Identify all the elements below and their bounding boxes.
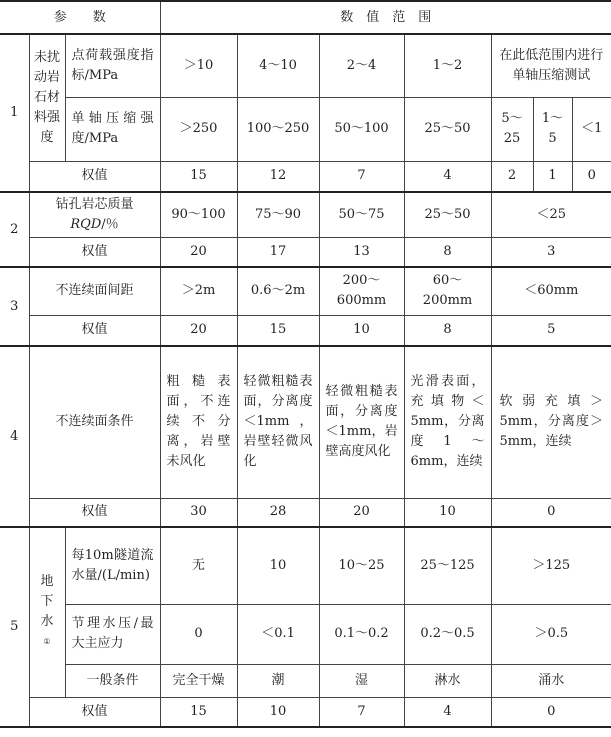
header-param: 参 数 bbox=[0, 1, 160, 34]
groundwater-text: 地下水 bbox=[40, 574, 54, 630]
groundwater-footnote-mark: ① bbox=[43, 637, 51, 647]
weight-label-2: 权值 bbox=[29, 237, 160, 267]
point-load-value-3: 2～4 bbox=[319, 34, 404, 97]
condition-state-1: 完全干燥 bbox=[160, 664, 237, 697]
pressure-value-1: 0 bbox=[160, 604, 237, 664]
weight-3-2: 15 bbox=[237, 315, 319, 346]
intact-rock-strength-label: 未扰动岩石材料强度 bbox=[29, 34, 65, 161]
weight-3-1: 20 bbox=[160, 315, 237, 346]
uniaxial-value-1: ＞250 bbox=[160, 97, 237, 161]
weight-5-5: 0 bbox=[491, 697, 611, 727]
pressure-value-4: 0.2～0.5 bbox=[404, 604, 491, 664]
weight-5-4: 4 bbox=[404, 697, 491, 727]
pressure-ratio-label: 节理水压/最大主应力 bbox=[65, 604, 160, 664]
header-range: 数 值 范 围 bbox=[160, 1, 611, 34]
uniaxial-value-6: 1～5 bbox=[533, 97, 572, 161]
weight-2-4: 8 bbox=[404, 237, 491, 267]
spacing-value-4: 60～200mm bbox=[404, 267, 491, 315]
uniaxial-value-3: 50～100 bbox=[319, 97, 404, 161]
weight-label-4: 权值 bbox=[29, 498, 160, 527]
weight-2-1: 20 bbox=[160, 237, 237, 267]
weight-3-3: 10 bbox=[319, 315, 404, 346]
pressure-value-2: ＜0.1 bbox=[237, 604, 319, 664]
rqd-label-line2 bbox=[32, 215, 158, 235]
weight-2-2: 17 bbox=[237, 237, 319, 267]
weight-2-3: 13 bbox=[319, 237, 404, 267]
weight-1-2: 12 bbox=[237, 161, 319, 192]
weight-2-5: 3 bbox=[491, 237, 611, 267]
pressure-value-5: ＞0.5 bbox=[491, 604, 611, 664]
inflow-value-5: ＞125 bbox=[491, 527, 611, 604]
weight-label-1: 权值 bbox=[29, 161, 160, 192]
spacing-value-3: 200～600mm bbox=[319, 267, 404, 315]
row-number-1: 1 bbox=[0, 34, 29, 192]
condition-value-2: 轻微粗糙表面，分离度＜1mm，岩壁轻微风化 bbox=[237, 346, 319, 498]
inflow-value-3: 10～25 bbox=[319, 527, 404, 604]
spacing-value-2: 0.6～2m bbox=[237, 267, 319, 315]
weight-label-3: 权值 bbox=[29, 315, 160, 346]
rqd-label-line1: 钻孔岩芯质量 bbox=[55, 196, 134, 212]
rqd-value-3: 50～75 bbox=[319, 192, 404, 237]
rqd-abbrev: RQD bbox=[70, 216, 102, 232]
weight-5-3: 7 bbox=[319, 697, 404, 727]
rqd-value-4: 25～50 bbox=[404, 192, 491, 237]
rqd-value-5: ＜25 bbox=[491, 192, 611, 237]
weight-label-5: 权值 bbox=[29, 697, 160, 727]
weight-5-2: 10 bbox=[237, 697, 319, 727]
inflow-value-1: 无 bbox=[160, 527, 237, 604]
condition-state-2: 潮 bbox=[237, 664, 319, 697]
condition-value-3: 轻微粗糙表面，分离度＜1mm，岩壁高度风化 bbox=[319, 346, 404, 498]
rqd-value-1: 90～100 bbox=[160, 192, 237, 237]
row-number-2: 2 bbox=[0, 192, 29, 267]
point-load-value-4: 1～2 bbox=[404, 34, 491, 97]
condition-value-5: 软弱充填＞5mm，分离度＞5mm，连续 bbox=[491, 346, 611, 498]
uniaxial-value-2: 100～250 bbox=[237, 97, 319, 161]
rqd-unit: /％ bbox=[101, 216, 119, 232]
rqd-value-2: 75～90 bbox=[237, 192, 319, 237]
weight-3-5: 5 bbox=[491, 315, 611, 346]
general-condition-label: 一般条件 bbox=[65, 664, 160, 697]
weight-4-3: 20 bbox=[319, 498, 404, 527]
weight-4-4: 10 bbox=[404, 498, 491, 527]
point-load-label: 点荷载强度指标/MPa bbox=[65, 34, 160, 97]
weight-4-5: 0 bbox=[491, 498, 611, 527]
weight-3-4: 8 bbox=[404, 315, 491, 346]
uniaxial-value-5: 5～25 bbox=[491, 97, 533, 161]
weight-4-1: 30 bbox=[160, 498, 237, 527]
spacing-label: 不连续面间距 bbox=[29, 267, 160, 315]
weight-1-6: 1 bbox=[533, 161, 572, 192]
weight-1-1: 15 bbox=[160, 161, 237, 192]
uniaxial-value-4: 25～50 bbox=[404, 97, 491, 161]
condition-label: 不连续面条件 bbox=[29, 346, 160, 498]
row-number-3: 3 bbox=[0, 267, 29, 346]
groundwater-label bbox=[29, 527, 65, 697]
condition-state-4: 淋水 bbox=[404, 664, 491, 697]
rqd-label bbox=[29, 192, 160, 237]
condition-value-1: 粗糙表面，不连续不分离，岩壁未风化 bbox=[160, 346, 237, 498]
inflow-value-4: 25～125 bbox=[404, 527, 491, 604]
condition-state-3: 湿 bbox=[319, 664, 404, 697]
weight-1-7: 0 bbox=[572, 161, 611, 192]
row-number-5: 5 bbox=[0, 527, 29, 727]
inflow-value-2: 10 bbox=[237, 527, 319, 604]
spacing-value-1: ＞2m bbox=[160, 267, 237, 315]
condition-state-5: 涌水 bbox=[491, 664, 611, 697]
inflow-label: 每10m隧道流水量/(L/min) bbox=[65, 527, 160, 604]
weight-1-4: 4 bbox=[404, 161, 491, 192]
weight-1-3: 7 bbox=[319, 161, 404, 192]
weight-5-1: 15 bbox=[160, 697, 237, 727]
pressure-value-3: 0.1～0.2 bbox=[319, 604, 404, 664]
point-load-value-2: 4～10 bbox=[237, 34, 319, 97]
row-number-4: 4 bbox=[0, 346, 29, 527]
point-load-note: 在此低范围内进行单轴压缩测试 bbox=[491, 34, 611, 97]
uniaxial-strength-label: 单轴压缩强度/MPa bbox=[65, 97, 160, 161]
weight-1-5: 2 bbox=[491, 161, 533, 192]
weight-4-2: 28 bbox=[237, 498, 319, 527]
uniaxial-value-7: ＜1 bbox=[572, 97, 611, 161]
condition-value-4: 光滑表面，充填物＜5mm，分离度1～6mm，连续 bbox=[404, 346, 491, 498]
spacing-value-5: ＜60mm bbox=[491, 267, 611, 315]
point-load-value-1: ＞10 bbox=[160, 34, 237, 97]
